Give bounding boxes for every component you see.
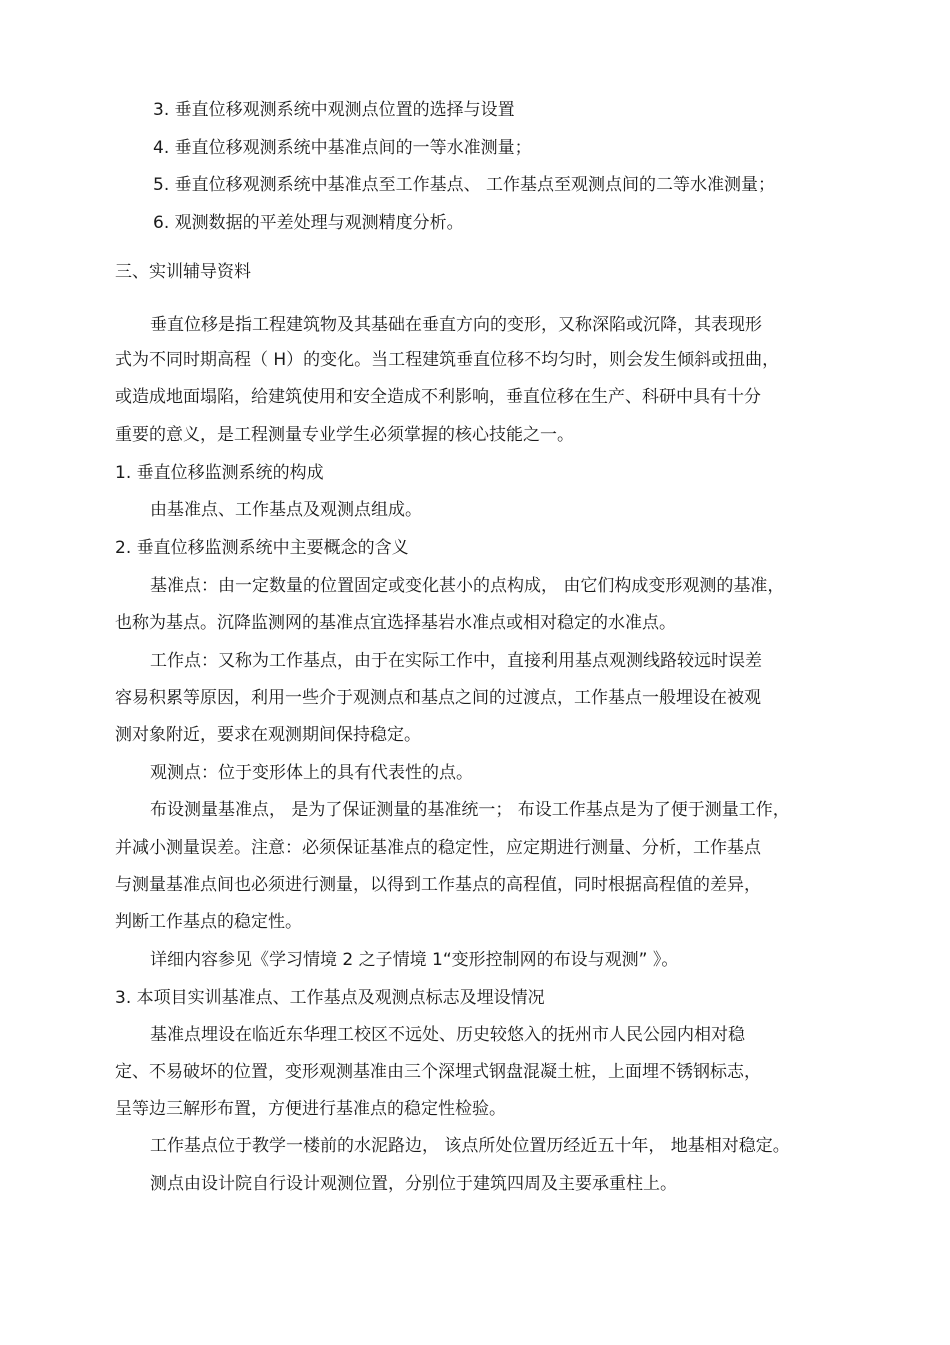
paragraph-line: 布设测量基准点， 是为了保证测量的基准统一； 布设工作基点是为了便于测量工作， <box>150 800 790 820</box>
paragraph-line: 重要的意义，是工程测量专业学生必须掌握的核心技能之一。 <box>115 425 574 445</box>
list-item-6: 6. 观测数据的平差处理与观测精度分析。 <box>153 213 464 233</box>
paragraph-line: 观测点：位于变形体上的具有代表性的点。 <box>150 763 473 783</box>
paragraph-line: 判断工作基点的稳定性。 <box>115 912 302 932</box>
paragraph-line: 基准点：由一定数量的位置固定或变化甚小的点构成， 由它们构成变形观测的基准， <box>150 576 785 596</box>
list-item-4: 4. 垂直位移观测系统中基准点间的一等水准测量； <box>153 138 532 158</box>
paragraph-line: 工作点：又称为工作基点，由于在实际工作中，直接利用基点观测线路较远时误差 <box>150 651 762 671</box>
subheading: 3. 本项目实训基准点、工作基点及观测点标志及埋设情况 <box>115 988 545 1008</box>
paragraph-line: 也称为基点。沉降监测网的基准点宜选择基岩水准点或相对稳定的水准点。 <box>115 613 676 633</box>
subheading: 1. 垂直位移监测系统的构成 <box>115 463 324 483</box>
paragraph-line: 垂直位移是指工程建筑物及其基础在垂直方向的变形，又称深陷或沉降，其表现形 <box>150 315 762 335</box>
paragraph-line: 测点由设计院自行设计观测位置，分别位于建筑四周及主要承重柱上。 <box>150 1174 677 1194</box>
paragraph-line: 并减小测量误差。注意：必须保证基准点的稳定性，应定期进行测量、分析，工作基点 <box>115 838 761 858</box>
paragraph-line: 与测量基准点间也必须进行测量，以得到工作基点的高程值，同时根据高程值的差异， <box>115 875 761 895</box>
paragraph-line: 由基准点、工作基点及观测点组成。 <box>150 500 422 520</box>
section-heading: 三、实训辅导资料 <box>115 262 251 282</box>
paragraph-line: 工作基点位于教学一楼前的水泥路边， 该点所处位置历经近五十年， 地基相对稳定。 <box>150 1136 790 1156</box>
paragraph-line: 测对象附近，要求在观测期间保持稳定。 <box>115 725 421 745</box>
list-item-3: 3. 垂直位移观测系统中观测点位置的选择与设置 <box>153 100 515 120</box>
paragraph-line: 或造成地面塌陷，给建筑使用和安全造成不利影响，垂直位移在生产、科研中具有十分 <box>115 387 761 407</box>
paragraph-line: 详细内容参见《学习情境 2 之子情境 1“变形控制网的布设与观测” 》。 <box>150 950 679 970</box>
paragraph-line: 式为不同时期高程（ H）的变化。当工程建筑垂直位移不均匀时，则会发生倾斜或扭曲， <box>115 350 780 370</box>
paragraph-line: 呈等边三解形布置，方便进行基准点的稳定性检验。 <box>115 1099 506 1119</box>
paragraph-line: 容易积累等原因，利用一些介于观测点和基点之间的过渡点，工作基点一般埋设在被观 <box>115 688 761 708</box>
paragraph-line: 基准点埋设在临近东华理工校区不远处、历史较悠入的抚州市人民公园内相对稳 <box>150 1025 745 1045</box>
list-item-5: 5. 垂直位移观测系统中基准点至工作基点、 工作基点至观测点间的二等水准测量； <box>153 175 776 195</box>
subheading: 2. 垂直位移监测系统中主要概念的含义 <box>115 538 409 558</box>
paragraph-line: 定、不易破坏的位置，变形观测基准由三个深埋式钢盘混凝土桩，上面埋不锈钢标志， <box>115 1062 761 1082</box>
